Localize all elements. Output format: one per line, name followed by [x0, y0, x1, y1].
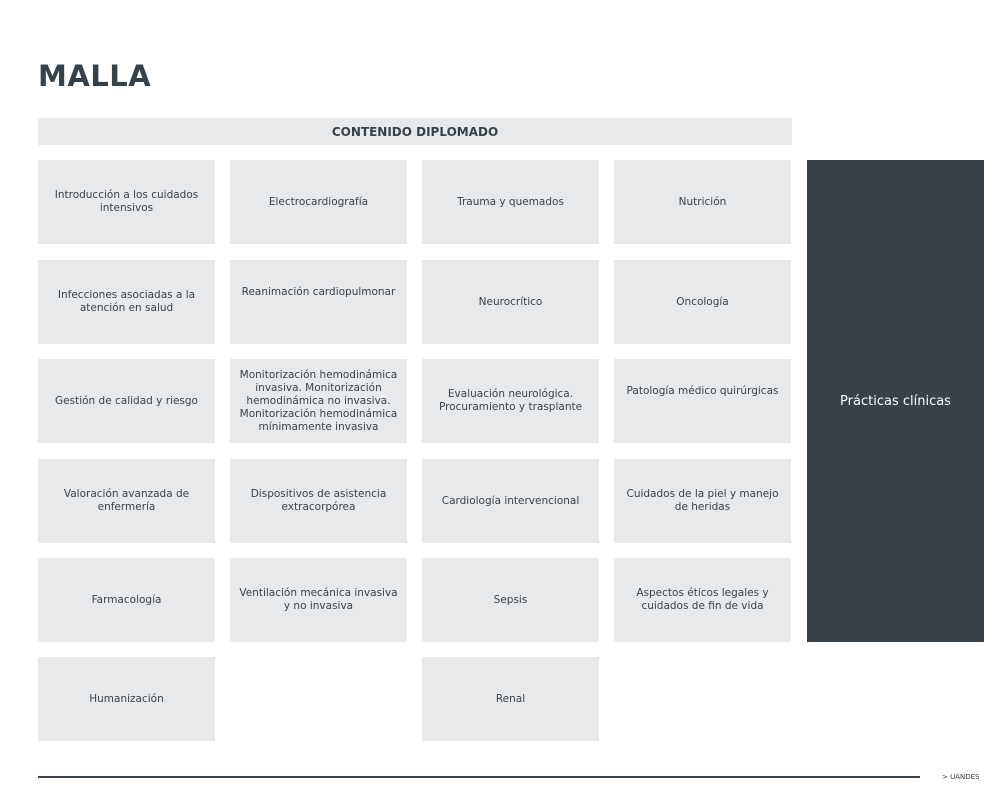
course-card: Infecciones asociadas a la atención en salud [38, 260, 215, 344]
course-card: Nutrición [614, 160, 791, 244]
course-card: Aspectos éticos legales y cuidados de fin de vida [614, 558, 791, 642]
footer-brand-logo: > UANDES [942, 773, 980, 781]
course-card: Electrocardiografía [230, 160, 407, 244]
course-card: Cuidados de la piel y manejo de heridas [614, 459, 791, 543]
course-card: Evaluación neurológica. Procuramiento y trasplante [422, 359, 599, 443]
course-card: Dispositivos de asistencia extracorpórea [230, 459, 407, 543]
section-header-contenido: CONTENIDO DIPLOMADO [38, 118, 792, 145]
course-card: Humanización [38, 657, 215, 741]
course-card: Gestión de calidad y riesgo [38, 359, 215, 443]
course-card: Introducción a los cuidados intensivos [38, 160, 215, 244]
course-card: Oncología [614, 260, 791, 344]
footer-divider [38, 776, 920, 778]
course-card: Farmacología [38, 558, 215, 642]
course-card: Cardiología intervencional [422, 459, 599, 543]
course-card: Reanimación cardiopulmonar [230, 260, 407, 344]
course-card: Trauma y quemados [422, 160, 599, 244]
course-card: Sepsis [422, 558, 599, 642]
course-card: Ventilación mecánica invasiva y no invasiva [230, 558, 407, 642]
practicas-clinicas-block: Prácticas clínicas [807, 160, 984, 642]
course-card: Renal [422, 657, 599, 741]
course-card: Patología médico quirúrgicas [614, 359, 791, 443]
course-card: Valoración avanzada de enfermería [38, 459, 215, 543]
page-title: MALLA [38, 59, 152, 93]
course-card: Neurocrítico [422, 260, 599, 344]
course-card: Monitorización hemodinámica invasiva. Monitorización hemodinámica no invasiva. Monitorización hemodinámica mínimamente invasiva [230, 359, 407, 443]
